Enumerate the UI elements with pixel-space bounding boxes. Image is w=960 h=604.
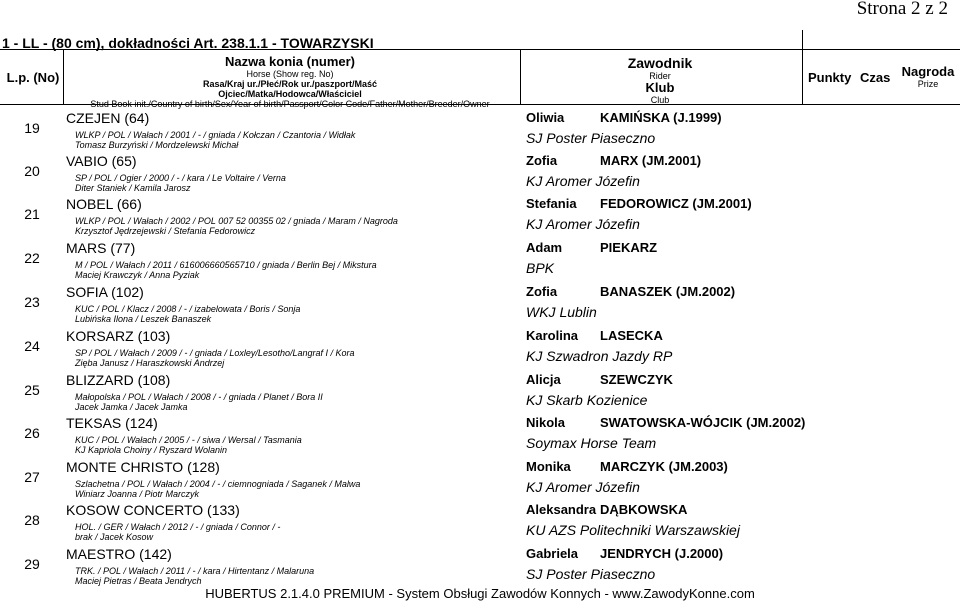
horse-details [75, 566, 314, 586]
header-rider-en: Rider [649, 71, 671, 81]
rider-last-name: DĄBKOWSKA [600, 502, 688, 517]
header-horse-title-en: Horse (Show reg. No) [246, 69, 334, 79]
horse-name: NOBEL (66) [66, 196, 142, 212]
rider-club: KJ Skarb Kozienice [526, 392, 648, 408]
rider-club: SJ Poster Piaseczno [526, 566, 656, 582]
horse-name: MAESTRO (142) [66, 546, 172, 562]
row-number: 21 [24, 206, 40, 222]
horse-name: TEKSAS (124) [66, 415, 158, 431]
row-number: 19 [24, 120, 40, 136]
horse-name: KORSARZ (103) [66, 328, 171, 344]
rider-last-name: LASECKA [600, 328, 663, 343]
horse-details [75, 130, 355, 150]
rider-first-name: Karolina [526, 328, 579, 343]
header-rider-title: Zawodnik [627, 55, 693, 71]
row-number: 25 [24, 382, 40, 398]
horse-pedigree: Małopolska / POL / Wałach / 2008 / - / gniada / Planet / Bora II [75, 392, 323, 402]
horse-owner: Zięba Janusz / Haraszkowski Andrzej [75, 358, 225, 368]
horse-pedigree: KUC / POL / Klacz / 2008 / - / izabelowata / Boris / Sonja [75, 304, 301, 314]
rider-first-name: Monika [526, 459, 571, 474]
header-club-en: Club [650, 95, 670, 105]
horse-pedigree: TRK. / POL / Wałach / 2011 / - / kara / Hirtentanz / Malaruna [75, 566, 315, 576]
horse-pedigree: KUC / POL / Wałach / 2005 / - / siwa / Wersal / Tasmania [75, 435, 302, 445]
result-row [0, 196, 960, 240]
result-row [0, 284, 960, 328]
rider-last-name: JENDRYCH (J.2000) [600, 546, 724, 561]
rider-club: SJ Poster Piaseczno [526, 130, 656, 146]
horse-name: VABIO (65) [66, 153, 137, 169]
horse-details [75, 435, 302, 455]
row-number: 26 [24, 425, 40, 441]
horse-pedigree: Szlachetna / POL / Wałach / 2004 / - / ciemnogniada / Saganek / Malwa [75, 479, 361, 489]
horse-details [75, 348, 355, 368]
header-points: Punkty [808, 70, 852, 85]
rider-last-name: BANASZEK (JM.2002) [600, 284, 736, 299]
rider-first-name: Zofia [526, 284, 558, 299]
result-row [0, 372, 960, 416]
rider-first-name: Aleksandra [526, 502, 597, 517]
row-number: 28 [24, 512, 40, 528]
horse-name: SOFIA (102) [66, 284, 144, 300]
horse-name: KOSOW CONCERTO (133) [66, 502, 240, 518]
horse-owner: brak / Jacek Kosow [75, 532, 154, 542]
horse-details [75, 304, 300, 324]
horse-pedigree: SP / POL / Ogier / 2000 / - / kara / Le Voltaire / Verna [75, 173, 286, 183]
horse-owner: Maciej Krawczyk / Anna Pyziak [75, 270, 200, 280]
class-title: 1 - LL - (80 cm), dokładności Art. 238.1.1 - TOWARZYSKI [2, 35, 374, 51]
horse-owner: KJ Kapriola Choiny / Ryszard Wolanin [75, 445, 228, 455]
horse-name: MARS (77) [66, 240, 136, 256]
horse-name: MONTE CHRISTO (128) [66, 459, 220, 475]
rider-club: KJ Aromer Józefin [526, 173, 640, 189]
horse-details [75, 260, 377, 280]
rider-last-name: MARCZYK (JM.2003) [600, 459, 728, 474]
row-number: 22 [24, 250, 40, 266]
header-club-title: Klub [645, 80, 675, 95]
horse-details [75, 479, 360, 499]
horse-pedigree: M / POL / Wałach / 2011 / 616006660565710 / gniada / Berlin Bej / Mikstura [75, 260, 377, 270]
row-number: 27 [24, 469, 40, 485]
header-prize [897, 65, 959, 89]
row-number: 24 [24, 338, 40, 354]
result-row [0, 110, 960, 154]
header-top-rule [0, 49, 960, 50]
rider-last-name: SWATOWSKA-WÓJCIK (JM.2002) [600, 415, 806, 430]
header-horse [60, 55, 520, 109]
result-row [0, 153, 960, 197]
row-number: 29 [24, 556, 40, 572]
result-row [0, 415, 960, 459]
header-horse-line3: Ojciec/Matka/Hodowca/Właściciel [218, 89, 362, 99]
rider-last-name: MARX (JM.2001) [600, 153, 702, 168]
horse-details [75, 522, 280, 542]
header-horse-line4: Stud Book init./Country of birth/Sex/Year of birth/Passport/Color Code/Father/Mother/Breeder/Owner [90, 99, 490, 109]
rider-club: KJ Aromer Józefin [526, 479, 640, 495]
result-row [0, 502, 960, 546]
result-row [0, 328, 960, 372]
rider-first-name: Zofia [526, 153, 558, 168]
horse-pedigree: SP / POL / Wałach / 2009 / - / gniada / Loxley/Lesotho/Langraf I / Kora [75, 348, 355, 358]
rider-last-name: SZEWCZYK [600, 372, 673, 387]
header-prize-en: Prize [917, 79, 939, 89]
horse-details [75, 392, 323, 412]
horse-owner: Tomasz Burzyński / Mordzelewski Michał [75, 140, 239, 150]
rider-last-name: KAMIŃSKA (J.1999) [600, 110, 722, 125]
row-number: 23 [24, 294, 40, 310]
horse-pedigree: HOL. / GER / Wałach / 2012 / - / gniada / Connor / - [75, 522, 281, 532]
header-rider [520, 56, 800, 105]
horse-name: CZEJEN (64) [66, 110, 150, 126]
rider-club: WKJ Lublin [526, 304, 597, 320]
horse-owner: Winiarz Joanna / Piotr Marczyk [75, 489, 199, 499]
rider-first-name: Nikola [526, 415, 566, 430]
result-row [0, 546, 960, 590]
header-divider [802, 30, 803, 104]
horse-details [75, 173, 286, 193]
horse-owner: Diter Staniek / Kamila Jarosz [75, 183, 191, 193]
header-horse-title: Nazwa konia (numer) [224, 54, 356, 69]
horse-pedigree: WLKP / POL / Wałach / 2002 / POL 007 52 00355 02 / gniada / Maram / Nagroda [75, 216, 398, 226]
horse-pedigree: WLKP / POL / Wałach / 2001 / - / gniada / Kołczan / Czantoria / Widłak [75, 130, 356, 140]
row-number: 20 [24, 163, 40, 179]
rider-first-name: Alicja [526, 372, 561, 387]
result-row [0, 459, 960, 503]
horse-owner: Lubińska Ilona / Leszek Banaszek [75, 314, 212, 324]
rider-club: KJ Szwadron Jazdy RP [526, 348, 673, 364]
footer-software-note: HUBERTUS 2.1.4.0 PREMIUM - System Obsługi Zawodów Konnych - www.ZawodyKonne.com [205, 586, 755, 601]
horse-owner: Krzysztof Jędrzejewski / Stefania Fedorowicz [75, 226, 256, 236]
horse-name: BLIZZARD (108) [66, 372, 171, 388]
rider-first-name: Stefania [526, 196, 577, 211]
rider-first-name: Oliwia [526, 110, 565, 125]
page-number: Strona 2 z 2 [856, 0, 948, 19]
rider-last-name: PIEKARZ [600, 240, 658, 255]
rider-first-name: Gabriela [526, 546, 579, 561]
header-lp: L.p. (No) [6, 70, 60, 85]
header-time: Czas [860, 70, 891, 85]
rider-club: BPK [526, 260, 555, 276]
rider-club: KJ Aromer Józefin [526, 216, 640, 232]
rider-last-name: FEDOROWICZ (JM.2001) [600, 196, 752, 211]
rider-club: KU AZS Politechniki Warszawskiej [526, 522, 740, 538]
horse-owner: Maciej Pietras / Beata Jendrych [75, 576, 202, 586]
header-horse-line2: Rasa/Kraj ur./Płeć/Rok ur./paszport/Maść [202, 79, 378, 89]
horse-owner: Jacek Jamka / Jacek Jamka [75, 402, 188, 412]
rider-first-name: Adam [526, 240, 563, 255]
header-prize-title: Nagroda [901, 64, 955, 79]
result-row [0, 240, 960, 284]
horse-details [75, 216, 398, 236]
rider-club: Soymax Horse Team [526, 435, 657, 451]
